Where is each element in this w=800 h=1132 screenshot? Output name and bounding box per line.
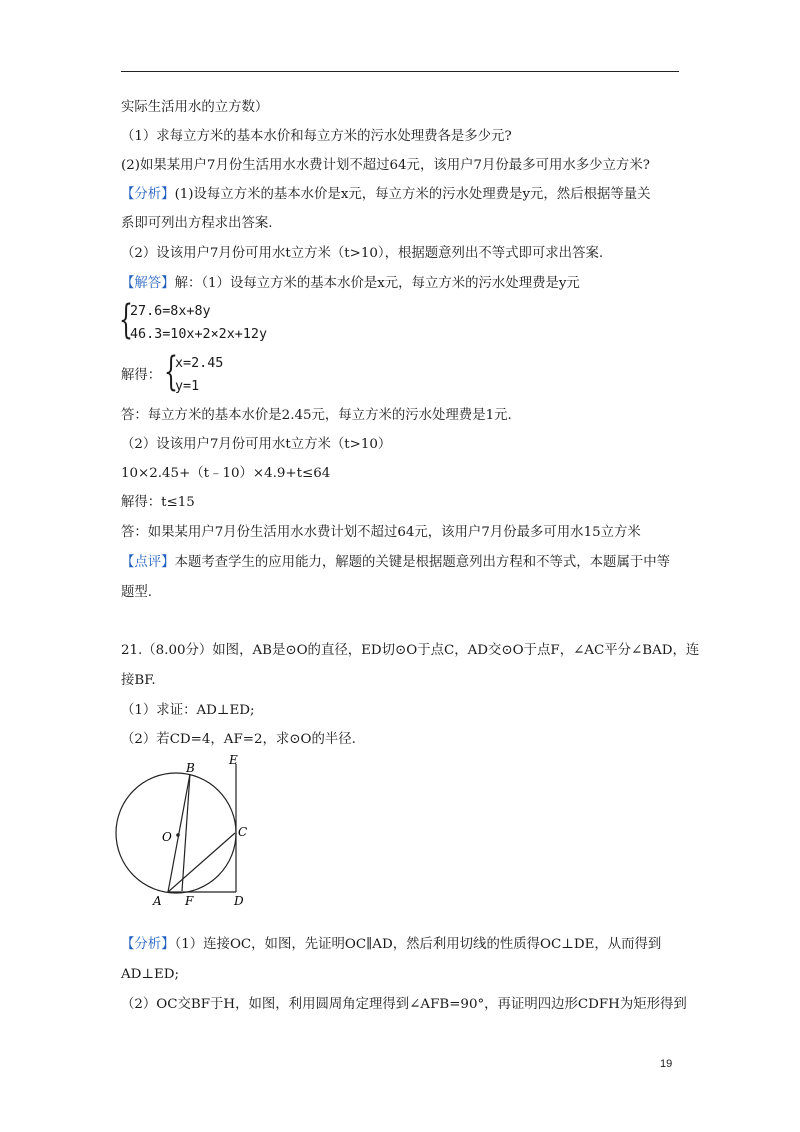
text-line: （2）设该用户7月份可用水t立方米（t>10）: [121, 437, 392, 452]
text-line: （2）OC交BF于H，如图，利用圆周角定理得到∠AFB=90°，再证明四边形CDFH为矩形得到: [121, 997, 687, 1012]
text-line: 接BF.: [121, 673, 156, 688]
header-rule: [121, 71, 679, 72]
label-e: E: [229, 753, 238, 767]
label-c: C: [238, 825, 248, 839]
answer-line: 答：如果某用户7月份生活用水水费计划不超过64元，该用户7月份最多可用水15立方米: [121, 525, 641, 540]
analysis-text: （1）连接OC，如图，先证明OC∥AD，然后利用切线的性质得OC⊥DE，从而得到: [174, 937, 662, 952]
text-line: （2）设该用户7月份可用水t立方米（t>10），根据题意列出不等式即可求出答案.: [121, 246, 604, 261]
label-f: F: [185, 894, 194, 908]
comment-line: [121, 554, 670, 572]
text-line: 实际生活用水的立方数）: [121, 100, 269, 115]
text-line: 系即可列出方程求出答案.: [121, 216, 273, 231]
equation: y=1: [175, 379, 200, 394]
analysis-tag: 【分析】: [121, 187, 175, 202]
answer-line: 答：每立方米的基本水价是2.45元，每立方米的污水处理费是1元.: [121, 408, 512, 423]
label-o: O: [162, 830, 172, 844]
brace-symbol: {: [119, 297, 133, 343]
text-line: AD⊥ED;: [121, 967, 180, 982]
question-21-part-2: （2）若CD=4，AF=2，求⊙O的半径.: [121, 732, 356, 747]
label-d: D: [234, 894, 244, 908]
question-part-1: （1）求每立方米的基本水价和每立方米的污水处理费各是多少元?: [121, 129, 512, 144]
equation: x=2.45: [175, 356, 224, 371]
circle-o: [116, 773, 236, 893]
analysis-text: (1)设每立方米的基本水价是x元，每立方米的污水处理费是y元，然后根据等量关: [174, 187, 651, 202]
analysis-line: [121, 936, 661, 954]
solution-text: 解：（1）设每立方米的基本水价是x元，每立方米的污水处理费是y元: [174, 276, 580, 291]
page-number: 19: [660, 1058, 673, 1070]
equation: 46.3=10x+2×2x+12y: [130, 327, 268, 342]
segment-ac: [168, 833, 235, 892]
center-point-o: [176, 833, 180, 837]
geometry-figure: [112, 752, 262, 908]
inequality-line: 10×2.45+（t﹣10）×4.9+t≤64: [121, 466, 331, 481]
label-b: B: [186, 761, 195, 775]
solution-line: [121, 275, 580, 293]
comment-text: 本题考查学生的应用能力，解题的关键是根据题意列出方程和不等式，本题属于中等: [174, 555, 671, 570]
question-21-part-1: （1）求证：AD⊥ED;: [121, 703, 255, 718]
text-line: 题型.: [121, 585, 153, 600]
equation: 27.6=8x+8y: [130, 304, 211, 319]
solution-tag: 【解答】: [121, 276, 175, 291]
brace-symbol: {: [164, 349, 178, 395]
analysis-line: [121, 186, 651, 204]
label-a: A: [153, 894, 162, 908]
solve-label: 解得：: [121, 368, 162, 383]
question-21-title: 21.（8.00分）如图，AB是⊙O的直径，ED切⊙O于点C，AD交⊙O于点F，∠AC平分∠BAD，连: [121, 643, 700, 658]
question-part-2: (2)如果某用户7月份生活用水水费计划不超过64元，该用户7月份最多可用水多少立方米?: [121, 158, 650, 173]
text-line: 解得：t≤15: [121, 495, 195, 510]
comment-tag: 【点评】: [121, 555, 175, 570]
analysis-tag: 【分析】: [121, 937, 175, 952]
